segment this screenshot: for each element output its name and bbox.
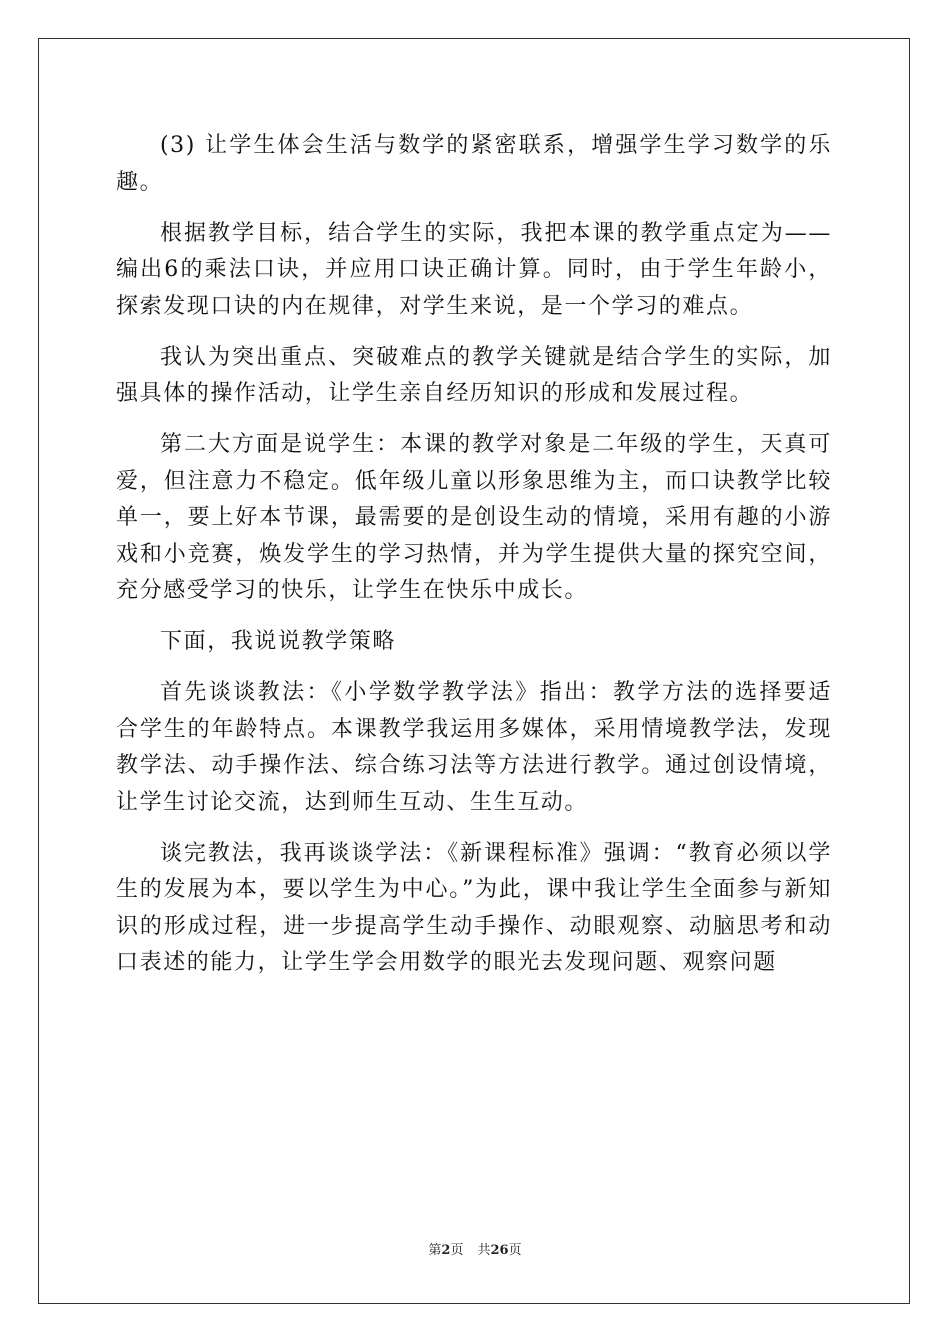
paragraph-7: 谈完教法，我再谈谈学法：《新课程标准》强调：“教育必须以学生的发展为本，要以学生为中心。”为此，课中我让学生全面参与新知识的形成过程，进一步提高学生动手操作、动眼观察、动脑思考和动口表述的能力，让学生学会用数学的眼光去发现问题、观察问题 xyxy=(116,840,832,975)
paragraph-4: 第二大方面是说学生：本课的教学对象是二年级的学生，天真可爱，但注意力不稳定。低年级儿童以形象思维为主，而口诀教学比较单一，要上好本节课，最需要的是创设生动的情境，采用有趣的小游戏和小竞赛，焕发学生的学习热情，并为学生提供大量的探究空间，充分感受学习的快乐，让学生在快乐中成长。 xyxy=(116,432,832,603)
paragraph-2: 根据教学目标，结合学生的实际，我把本课的教学重点定为——编出6的乘法口诀，并应用口诀正确计算。同时，由于学生年龄小，探索发现口诀的内在规律，对学生来说，是一个学习的难点。 xyxy=(116,220,832,319)
paragraph-3: 我认为突出重点、突破难点的教学关键就是结合学生的实际，加强具体的操作活动，让学生亲自经历知识的形成和发展过程。 xyxy=(116,344,832,406)
footer-total-pages: 26 xyxy=(490,1243,509,1258)
footer-total-suffix: 页 xyxy=(508,1243,522,1258)
paragraph-6: 首先谈谈教法：《小学数学教学法》指出：教学方法的选择要适合学生的年龄特点。本课教学我运用多媒体，采用情境教学法，发现教学法、动手操作法、综合练习法等方法进行教学。通过创设情境，让学生讨论交流，达到师生互动、生生互动。 xyxy=(116,680,832,815)
paragraph-5: 下面，我说说教学策略 xyxy=(160,629,397,654)
page-footer xyxy=(0,1242,950,1260)
document-body xyxy=(116,128,832,996)
footer-page-prefix: 第 xyxy=(428,1243,442,1258)
footer-page-number: 2 xyxy=(441,1243,451,1258)
footer-total-prefix: 共 xyxy=(477,1243,491,1258)
paragraph-1: (3) 让学生体会生活与数学的紧密联系，增强学生学习数学的乐趣。 xyxy=(116,133,832,195)
footer-page-suffix: 页 xyxy=(450,1243,464,1258)
